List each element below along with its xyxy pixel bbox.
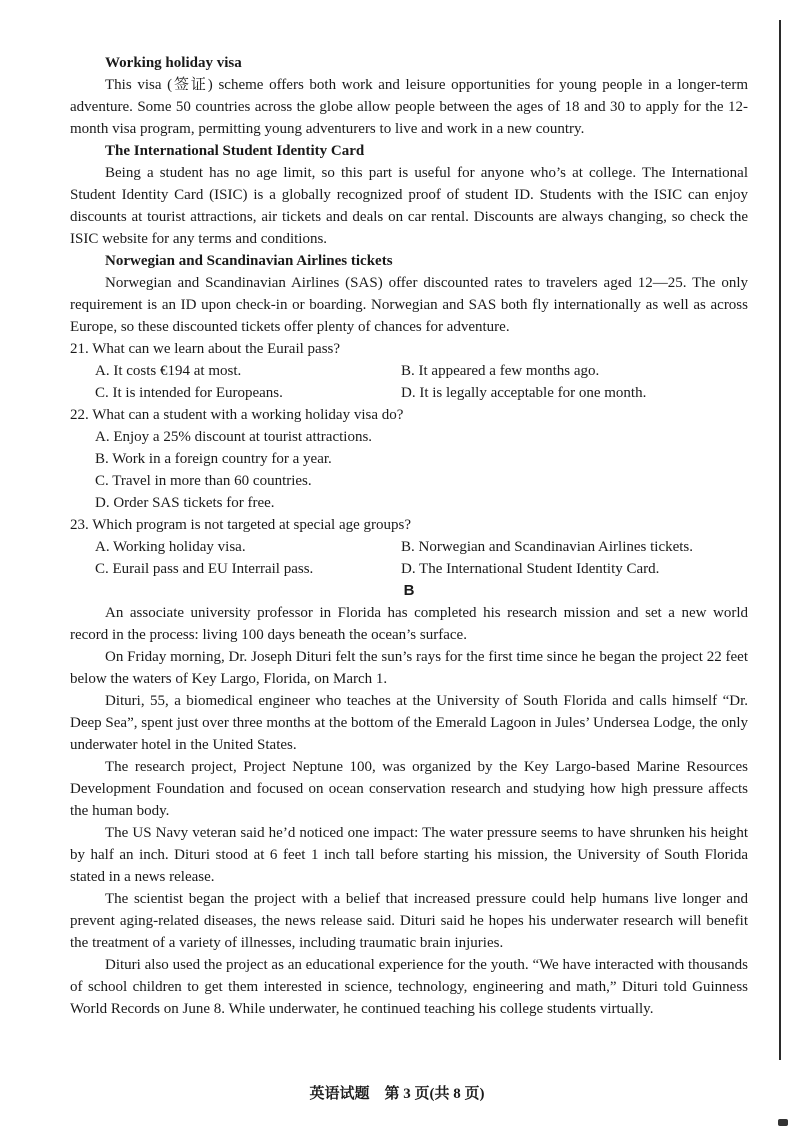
question-23-option-c: C. Eurail pass and EU Interrail pass.	[95, 561, 314, 577]
question-21-option-b: B. It appeared a few months ago.	[401, 363, 600, 379]
passage-b-paragraph-4: The research project, Project Neptune 100, was organized by the Key Largo-based Marine Resources Development Foundation and focused on ocean conservation research and studying how high pressure affects the human body.	[70, 759, 748, 819]
paragraph-working-holiday-visa: This visa (签证) scheme offers both work and leisure opportunities for young people in a longer-term adventure. Some 50 countries across the globe allow people between the ages of 18 and 30 to apply for the 12-month visa program, permitting young adventurers to live and work in a new country.	[70, 77, 748, 137]
question-22-option-b: B. Work in a foreign country for a year.	[95, 451, 332, 467]
passage-b-label: B	[403, 582, 415, 599]
question-23-options-row-1	[70, 536, 748, 558]
passage-b-paragraph-5: The US Navy veteran said he’d noticed one impact: The water pressure seems to have shrunken his height by half an inch. Dituri stood at 6 feet 1 inch tall before starting his mission, the University of South Florida stated in a news release.	[70, 825, 748, 885]
question-23-option-b: B. Norwegian and Scandinavian Airlines tickets.	[401, 539, 694, 555]
question-23-stem: 23. Which program is not targeted at special age groups?	[70, 517, 412, 533]
section-heading-sas-tickets: Norwegian and Scandinavian Airlines tickets	[105, 253, 393, 269]
question-21-options-row-2	[70, 382, 748, 404]
question-22-option-d: D. Order SAS tickets for free.	[95, 495, 275, 511]
passage-b-paragraph-2: On Friday morning, Dr. Joseph Dituri felt the sun’s rays for the first time since he began the project 22 feet below the waters of Key Largo, Florida, on March 1.	[70, 649, 748, 687]
page-footer: 英语试题 第 3 页(共 8 页)	[309, 1086, 485, 1102]
section-heading-isic: The International Student Identity Card	[105, 143, 365, 159]
question-21-options-row-1	[70, 360, 748, 382]
corner-watermark	[778, 1119, 788, 1126]
question-22-option-a: A. Enjoy a 25% discount at tourist attractions.	[95, 429, 373, 445]
passage-b-paragraph-7: Dituri also used the project as an educational experience for the youth. “We have interacted with thousands of school children to get them interested in science, technology, engineering and math,” Dituri told Guinness World Records on June 8. While underwater, he continued teaching his college students virtually.	[70, 957, 748, 1017]
question-21-option-a: A. It costs €194 at most.	[95, 363, 242, 379]
page-content	[70, 52, 748, 1020]
question-21-stem: 21. What can we learn about the Eurail pass?	[70, 341, 341, 357]
paragraph-isic: Being a student has no age limit, so this part is useful for anyone who’s at college. The International Student Identity Card (ISIC) is a globally recognized proof of student ID. Students with the ISIC can enjoy discounts at tourist attractions, air tickets and deals on car rental. Discounts are always changing, so check the ISIC website for any terms and conditions.	[70, 165, 748, 247]
question-23-option-a: A. Working holiday visa.	[95, 539, 246, 555]
question-22-option-c: C. Travel in more than 60 countries.	[95, 473, 312, 489]
section-heading-working-holiday-visa: Working holiday visa	[105, 55, 242, 71]
question-21-option-d: D. It is legally acceptable for one month.	[401, 385, 647, 401]
passage-b-paragraph-6: The scientist began the project with a belief that increased pressure could help humans live longer and prevent aging-related diseases, the news release said. Dituri said he hopes his underwater research will benefit the treatment of a variety of illnesses, including traumatic brain injuries.	[70, 891, 748, 951]
passage-b-paragraph-3: Dituri, 55, a biomedical engineer who teaches at the University of South Florida and calls himself “Dr. Deep Sea”, spent just over three months at the bottom of the Emerald Lagoon in Jules’ Undersea Lodge, the only underwater hotel in the United States.	[70, 693, 748, 753]
question-23-options-row-2	[70, 558, 748, 580]
question-21-option-c: C. It is intended for Europeans.	[95, 385, 283, 401]
passage-b-paragraph-1: An associate university professor in Florida has completed his research mission and set a new world record in the process: living 100 days beneath the ocean’s surface.	[70, 605, 748, 643]
watermark-logo-icon	[778, 1119, 788, 1126]
question-22-stem: 22. What can a student with a working holiday visa do?	[70, 407, 404, 423]
paragraph-sas-tickets: Norwegian and Scandinavian Airlines (SAS) offer discounted rates to travelers aged 12—25. The only requirement is an ID upon check-in or boarding. Norwegian and SAS both fly internationally as well as across Europe, so these discounted tickets offer plenty of chances for adventure.	[70, 275, 748, 335]
margin-rule	[779, 20, 781, 1060]
question-23-option-d: D. The International Student Identity Card.	[401, 561, 660, 577]
